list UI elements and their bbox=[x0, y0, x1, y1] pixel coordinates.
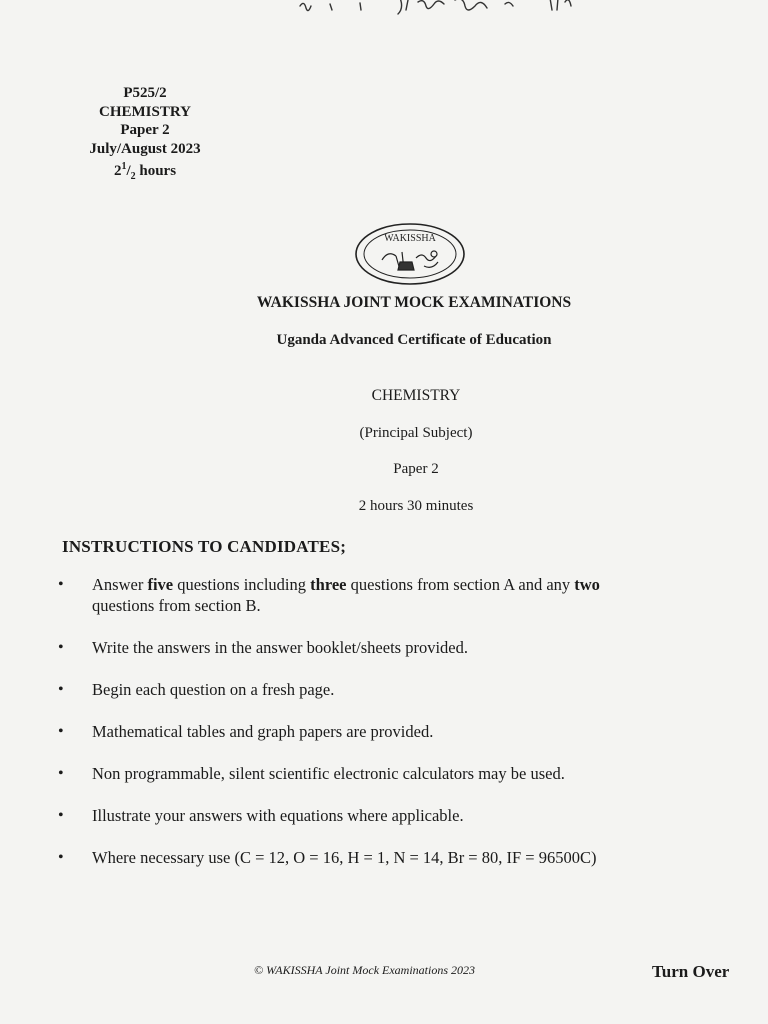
bullet-icon: • bbox=[58, 723, 64, 740]
instruction-text: Illustrate your answers with equations where applicable. bbox=[92, 806, 464, 825]
paper-code: P525/2 bbox=[123, 85, 167, 101]
bullet-icon: • bbox=[58, 576, 64, 593]
instruction-text: Where necessary use (C = 12, O = 16, H = 1, N = 14, Br = 80, IF = 96500C) bbox=[92, 848, 597, 867]
copyright-notice: © WAKISSHA Joint Mock Examinations 2023 bbox=[254, 963, 476, 977]
exam-duration: $2^1/_2$ hours bbox=[113, 161, 177, 182]
certificate-title: Uganda Advanced Certificate of Education bbox=[276, 332, 552, 348]
bullet-icon: • bbox=[58, 639, 64, 656]
svg-text:WAKISSHA: WAKISSHA bbox=[384, 233, 436, 244]
header-subject: CHEMISTRY bbox=[99, 103, 191, 120]
bullet-icon: • bbox=[58, 807, 64, 824]
header-paper: Paper 2 bbox=[120, 122, 170, 138]
instruction-text: Begin each question on a fresh page. bbox=[92, 680, 335, 699]
subject-title: CHEMISTRY bbox=[371, 387, 461, 404]
instruction-text: Non programmable, silent scientific electronic calculators may be used. bbox=[92, 764, 565, 783]
bullet-icon: • bbox=[58, 765, 64, 782]
instructions-heading: INSTRUCTIONS TO CANDIDATES; bbox=[62, 537, 347, 556]
instruction-text: Mathematical tables and graph papers are provided. bbox=[92, 722, 434, 741]
paper-title: Paper 2 bbox=[393, 461, 439, 477]
bullet-icon: • bbox=[58, 849, 64, 866]
handwriting-scribble bbox=[290, 0, 590, 16]
turn-over-label: Turn Over bbox=[652, 962, 730, 981]
instruction-text: Write the answers in the answer booklet/sheets provided. bbox=[92, 638, 468, 657]
wakissha-logo bbox=[354, 222, 466, 286]
bullet-icon: • bbox=[58, 681, 64, 698]
exam-session: July/August 2023 bbox=[89, 140, 201, 157]
principal-subject: (Principal Subject) bbox=[359, 425, 473, 441]
duration-title: 2 hours 30 minutes bbox=[358, 498, 474, 514]
instruction-text: Answer five questions including three questions from section A and any two questions from section B. bbox=[92, 575, 600, 615]
organization-title: WAKISSHA JOINT MOCK EXAMINATIONS bbox=[256, 294, 572, 311]
exam-header bbox=[70, 84, 220, 187]
